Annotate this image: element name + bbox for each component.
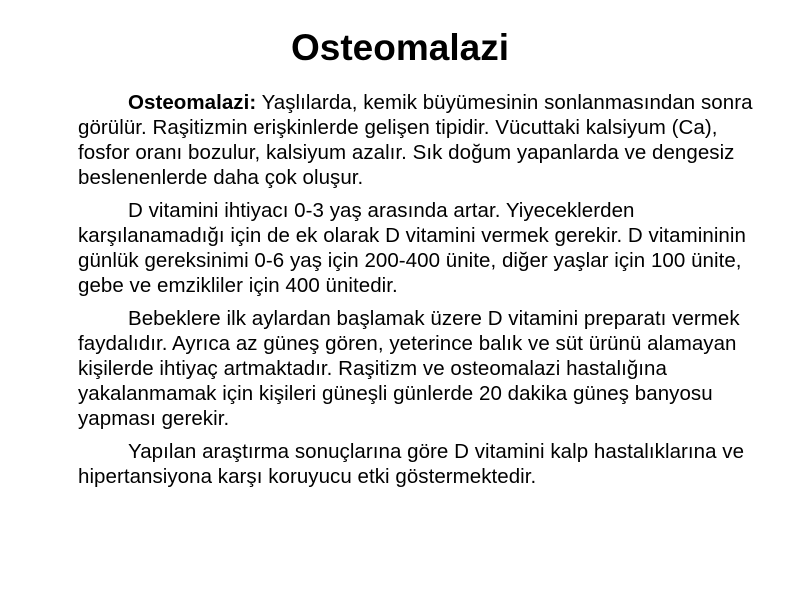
- paragraph-text: Yapılan araştırma sonuçlarına göre D vitamini kalp hastalıklarına ve hipertansiyona karşı koruyucu etki göstermektedir.: [78, 440, 745, 488]
- paragraph-lead-term: Osteomalazi:: [128, 91, 257, 114]
- paragraph-osteomalazi-definition: [78, 90, 758, 190]
- slide-body: [78, 90, 758, 497]
- paragraph-text: Bebeklere ilk aylardan başlamak üzere D vitamini preparatı vermek faydalıdır. Ayrıca az güneş gören, yeterince balık ve süt ürünü alamayan kişilerde ihtiyaç artmaktadır. Raşitizm ve osteomalazi hastalığına yakalanmamak için kişileri güneşli günlerde 20 dakika güneş banyosu yapması gerekir.: [78, 307, 740, 430]
- paragraph-research-results: [78, 439, 758, 489]
- paragraph-vitamin-d-supplement: [78, 306, 758, 431]
- paragraph-text: D vitamini ihtiyacı 0-3 yaş arasında artar. Yiyeceklerden karşılanamadığı için de ek olarak D vitamini vermek gerekir. D vitamininin günlük gereksinimi 0-6 yaş için 200-400 ünite, diğer yaşlar için 100 ünite, gebe ve emzikliler için 400 ünitedir.: [78, 199, 746, 297]
- paragraph-text: Yaşlılarda, kemik büyümesinin sonlanmasından sonra görülür. Raşitizmin erişkinlerde gelişen tipidir. Vücuttaki kalsiyum (Ca), fosfor oranı bozulur, kalsiyum azalır. Sık doğum yapanlarda ve dengesiz beslenenlerde daha çok oluşur.: [78, 91, 753, 189]
- slide-title: Osteomalazi: [291, 27, 509, 68]
- paragraph-vitamin-d-needs: [78, 198, 758, 298]
